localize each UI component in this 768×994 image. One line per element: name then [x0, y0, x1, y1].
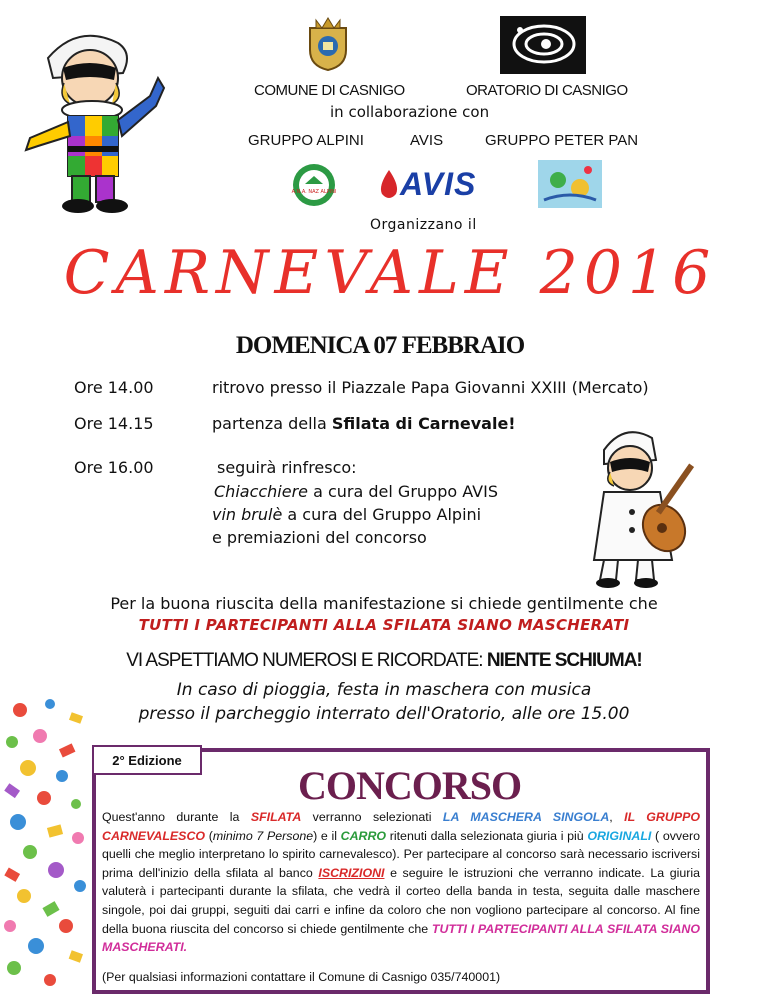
schedule-1600-line1: seguirà rinfresco: — [217, 458, 357, 477]
concorso-description — [102, 808, 700, 957]
rain-line1: In caso di pioggia, festa in maschera con musica — [176, 680, 592, 700]
schedule-1415-bold: Sfilata di Carnevale! — [331, 414, 516, 433]
schedule-1415-pre: partenza della — [212, 414, 332, 433]
concorso-title: CONCORSO — [298, 763, 522, 808]
time-1415: Ore 14.15 — [74, 414, 154, 433]
schedule-1600-line3 — [212, 505, 481, 524]
concorso-p1: Quest'anno durante la — [102, 810, 251, 824]
concorso-p5: ) e il — [313, 828, 341, 843]
notice-line2: TUTTI I PARTECIPANTI ALLA SFILATA SIANO MASCHERATI — [138, 616, 630, 634]
group-peter-pan: GRUPPO PETER PAN — [485, 132, 639, 149]
time-1400: Ore 14.00 — [74, 378, 154, 397]
concorso-p3: , — [609, 810, 625, 824]
schedule-1600-chiacchiere: Chiacchiere — [214, 482, 309, 501]
avis-logo-text: AVIS — [400, 166, 477, 202]
concorso-p2: verranno selezionati — [301, 810, 443, 824]
welcome-text-bold: NIENTE SCHIUMA! — [486, 650, 642, 671]
time-1600: Ore 16.00 — [74, 458, 154, 477]
event-date: DOMENICA 07 FEBBRAIO — [235, 332, 525, 359]
concorso-p7: ( ovvero quelli che meglio interpretano lo spirito carnevalesco). Per partecipare al concorso sarà necessario iscriversi prima dell'inizio della sfilata al banco — [102, 828, 701, 880]
welcome-text-plain: VI ASPETTIAMO NUMEROSI E RICORDATE: — [126, 650, 487, 671]
schedule-1600-line2 — [214, 482, 498, 501]
concorso-gruppo: IL GRUPPO CARNEVALESCO — [102, 810, 700, 843]
oratorio-logo-icon — [500, 16, 586, 74]
concorso-p8: e seguire le istruzioni che verranno indicate. La giuria valuterà i partecipanti durante la sfilata, che vedrà il corteo della banda in testa, seguita dalle maschere singole, poi dai gruppi, seguiti dai carri e infine da coloro che non vogliono partecipare al concorso. Al fine della buona riuscita del concorso si chiede gentilmente che — [102, 865, 700, 936]
group-avis: AVIS — [410, 132, 444, 149]
concorso-p6: ritenuti dalla selezionata giuria i più — [386, 828, 588, 843]
alpini-logo-text: A.N.A. NAZ ALPINI — [291, 189, 337, 195]
concorso-iscrizioni: ISCRIZIONI — [318, 865, 385, 880]
rain-line2: presso il parcheggio interrato dell'Oratorio, alle ore 15.00 — [138, 704, 630, 724]
harlequin-illustration — [8, 18, 178, 218]
concorso-maschera: LA MASCHERA SINGOLA — [442, 810, 610, 824]
concorso-carro: CARRO — [340, 828, 387, 843]
collab-text: in collaborazione con — [330, 103, 490, 121]
concorso-sfilata: SFILATA — [250, 810, 302, 824]
concorso-tutti: TUTTI I PARTECIPANTI ALLA SFILATA SIANO MASCHERATI. — [102, 921, 700, 955]
schedule-1600-line4: e premiazioni del concorso — [212, 528, 427, 547]
concorso-minimo: minimo 7 Persone — [212, 828, 314, 843]
concorso-info: (Per qualsiasi informazioni contattare il Comune di Casnigo 035/740001) — [102, 970, 501, 984]
confetti-decoration — [0, 690, 100, 994]
comune-crest-icon — [300, 16, 356, 72]
group-alpini: GRUPPO ALPINI — [248, 132, 364, 149]
alpini-logo-icon — [291, 162, 337, 208]
concorso-p4: ( — [205, 828, 213, 843]
org-comune: COMUNE DI CASNIGO — [254, 82, 405, 99]
avis-logo-icon — [378, 168, 486, 202]
organize-text: Organizzano il — [370, 217, 477, 233]
edition-badge: 2° Edizione — [92, 745, 202, 775]
org-oratorio: ORATORIO DI CASNIGO — [466, 82, 628, 99]
schedule-1415-text — [212, 414, 516, 433]
schedule-1400-text: ritrovo presso il Piazzale Papa Giovanni XXIII (Mercato) — [212, 378, 649, 397]
page-title: CARNEVALE 2016 — [63, 238, 717, 308]
schedule-1600-vin: vin brulè — [212, 505, 283, 524]
concorso-originali: ORIGINALI — [587, 828, 652, 843]
welcome-text — [30, 650, 738, 672]
schedule-1600-line2-rest: a cura del Gruppo AVIS — [308, 482, 498, 501]
notice-line1: Per la buona riuscita della manifestazione si chiede gentilmente che — [110, 594, 658, 613]
peter-pan-logo-icon — [538, 160, 602, 208]
schedule-1600-line3-rest: a cura del Gruppo Alpini — [282, 505, 482, 524]
pierrot-lute-illustration — [574, 420, 724, 590]
